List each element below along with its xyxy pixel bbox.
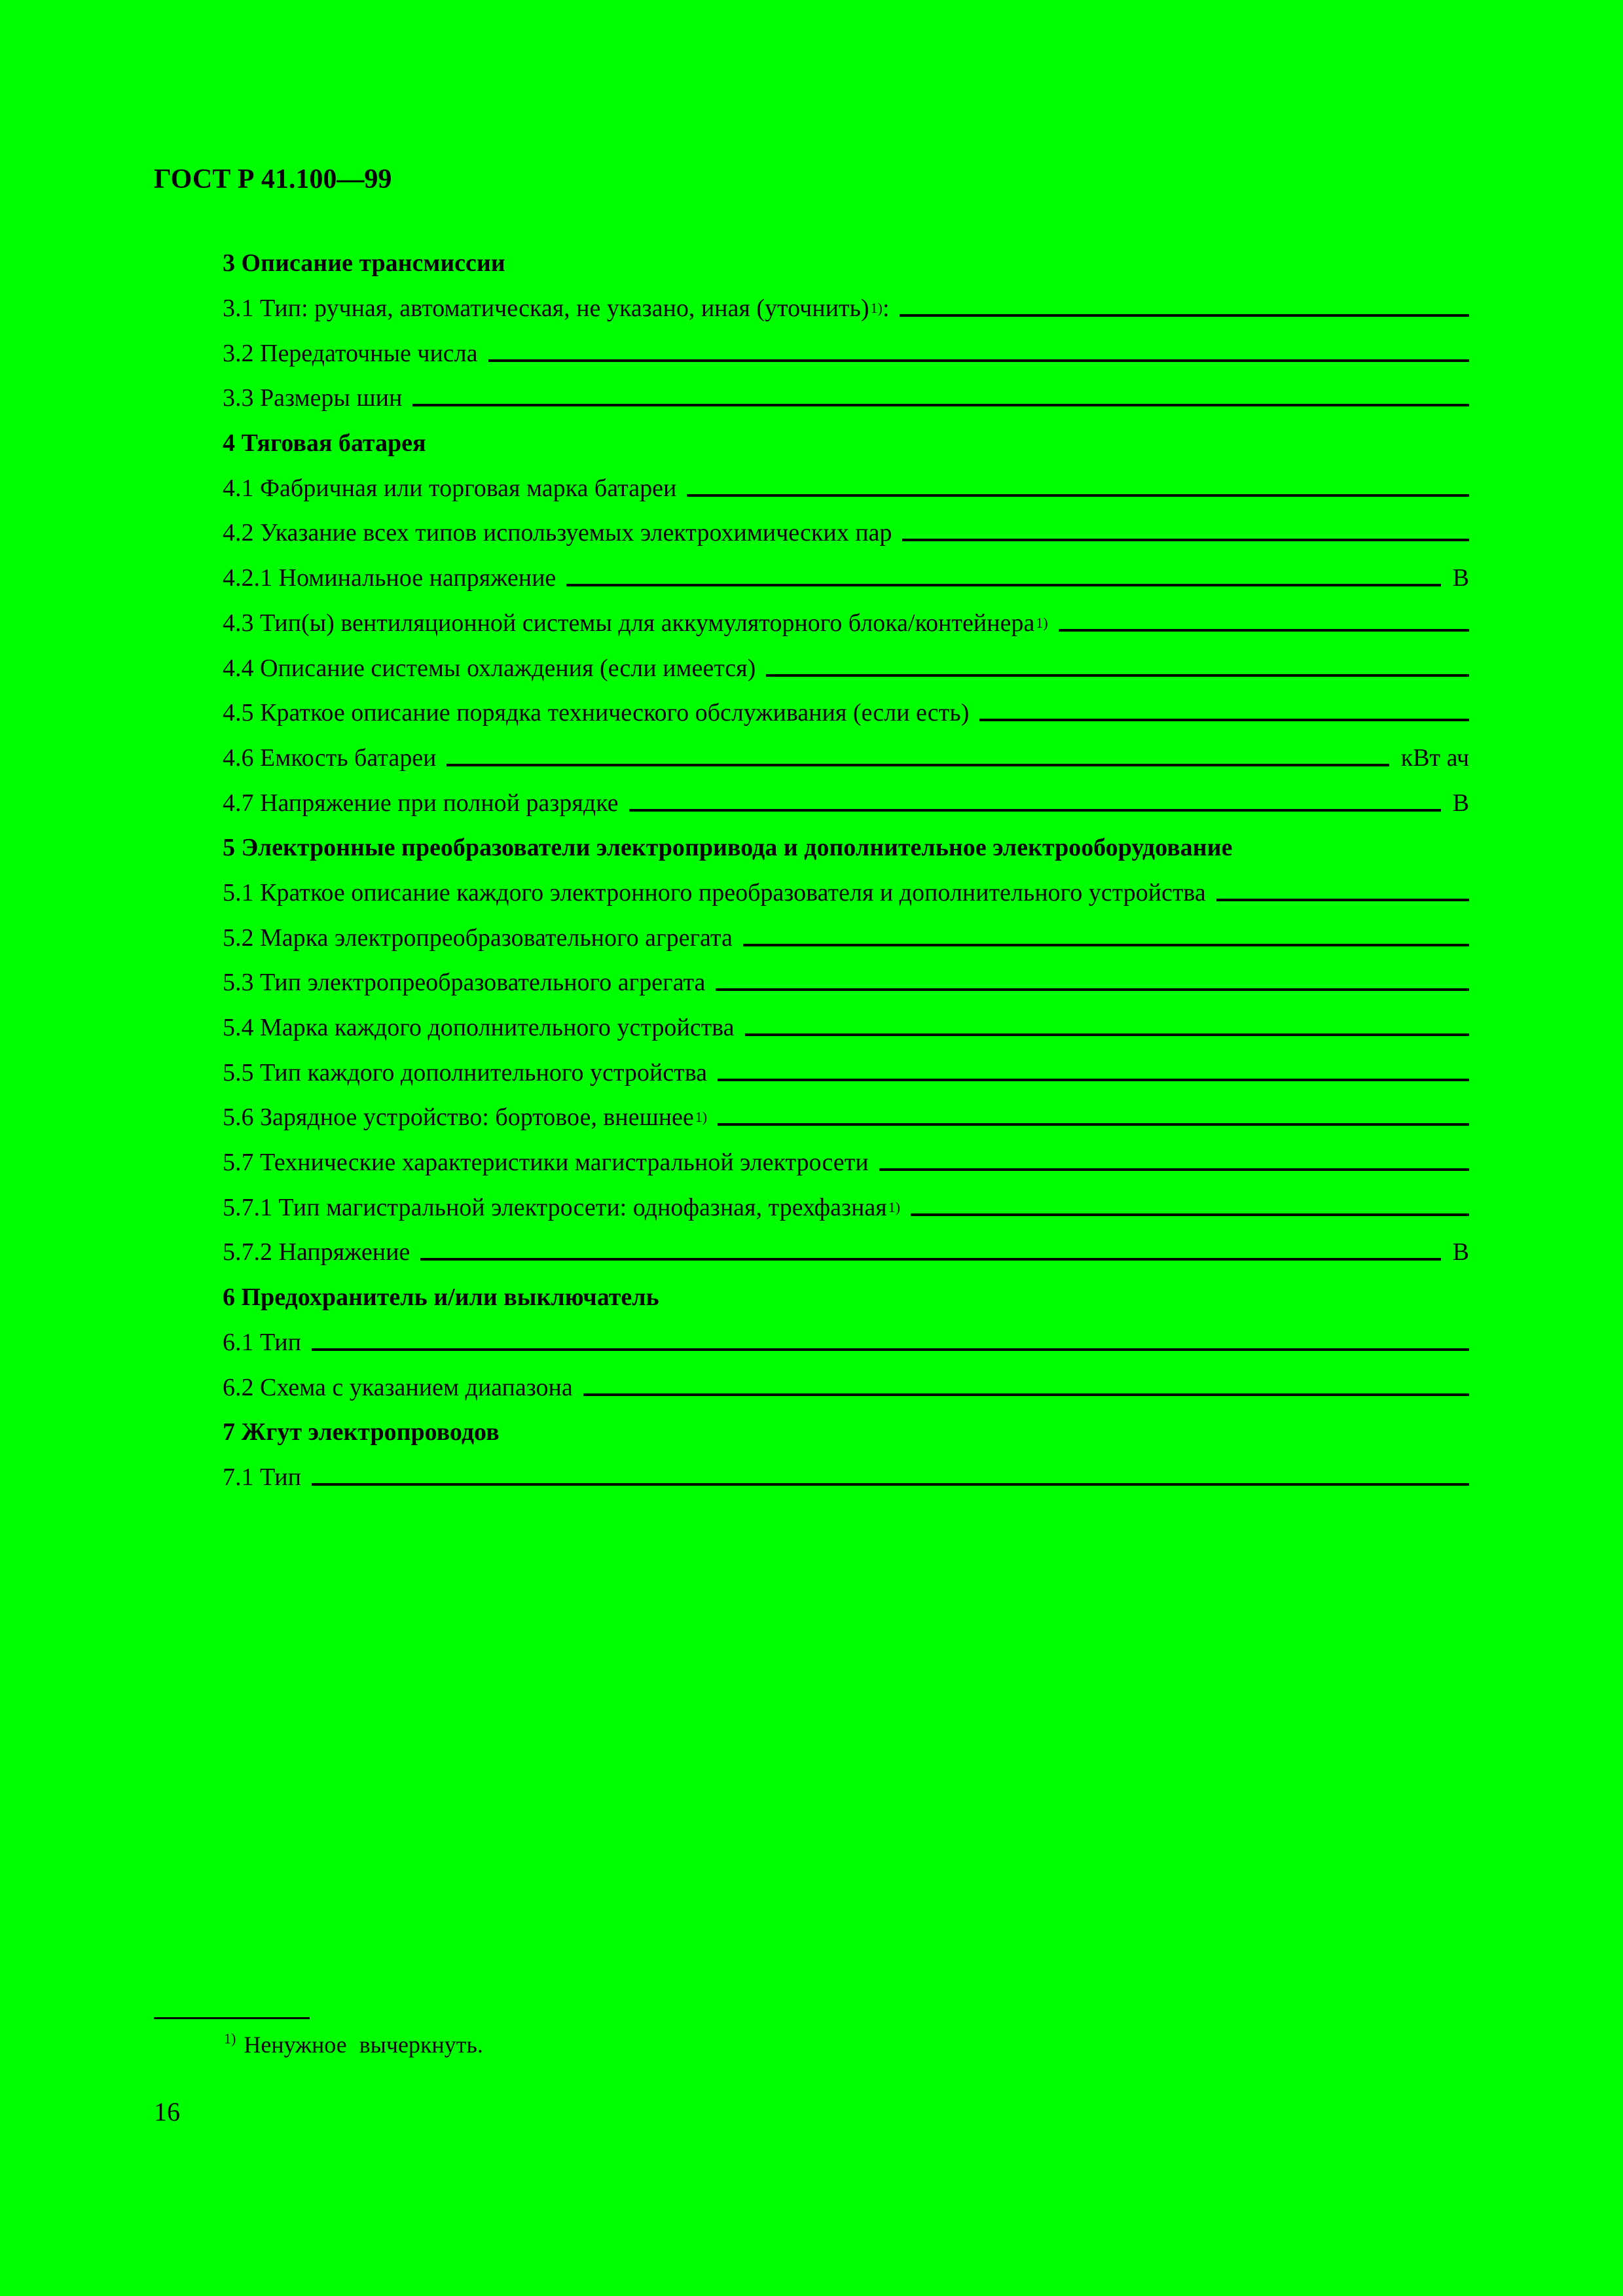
form-row bbox=[223, 556, 1469, 601]
field-label: 5.5 Тип каждого дополнительного устройства bbox=[223, 1058, 708, 1086]
form-row bbox=[223, 511, 1469, 556]
field-label: 4.3 Тип(ы) вентиляционной системы для аккумуляторного блока/контейнера bbox=[223, 609, 1035, 637]
field-label: 5.2 Марка электропреобразовательного агрегата bbox=[223, 924, 733, 952]
section-title: 4 Тяговая батарея bbox=[223, 429, 426, 457]
fill-in-line[interactable] bbox=[718, 1079, 1469, 1081]
form-row bbox=[223, 1320, 1469, 1365]
field-label: 4.1 Фабричная или торговая марка батареи bbox=[223, 474, 677, 502]
field-label: 4.4 Описание системы охлаждения (если имеется) bbox=[223, 654, 756, 682]
fill-in-line[interactable] bbox=[412, 404, 1469, 406]
footnote bbox=[223, 2030, 483, 2058]
field-label: 4.6 Емкость батареи bbox=[223, 744, 437, 772]
field-label: 4.7 Напряжение при полной разрядке bbox=[223, 789, 619, 817]
form-row bbox=[223, 1230, 1469, 1275]
fill-in-line[interactable] bbox=[745, 1033, 1470, 1036]
form-row bbox=[223, 1455, 1469, 1500]
form-row bbox=[223, 915, 1469, 960]
section-title: 6 Предохранитель и/или выключатель bbox=[223, 1283, 659, 1312]
section-heading bbox=[223, 1410, 1469, 1455]
form-row bbox=[223, 691, 1469, 736]
form-row bbox=[223, 1365, 1469, 1410]
field-label: 5.4 Марка каждого дополнительного устройства bbox=[223, 1014, 735, 1042]
unit-label: В bbox=[1452, 1238, 1469, 1266]
section-heading bbox=[223, 241, 1469, 286]
field-label: 3.1 Тип: ручная, автоматическая, не указано, иная (уточнить) bbox=[223, 295, 869, 323]
form-row bbox=[223, 1005, 1469, 1050]
fill-in-line[interactable] bbox=[716, 988, 1469, 991]
fill-in-line[interactable] bbox=[718, 1123, 1469, 1126]
field-label: 3.2 Передаточные числа bbox=[223, 339, 478, 367]
fill-in-line[interactable] bbox=[629, 809, 1441, 812]
fill-in-line[interactable] bbox=[583, 1393, 1469, 1396]
fill-in-line[interactable] bbox=[312, 1348, 1469, 1351]
fill-in-line[interactable] bbox=[566, 584, 1440, 586]
field-label: 7.1 Тип bbox=[223, 1463, 301, 1491]
form-row bbox=[223, 376, 1469, 421]
form-row bbox=[223, 1050, 1469, 1095]
form-row bbox=[223, 736, 1469, 781]
form-row bbox=[223, 601, 1469, 646]
document-code: ГОСТ Р 41.100—99 bbox=[154, 164, 392, 194]
fill-in-line[interactable] bbox=[1216, 899, 1469, 901]
form-row bbox=[223, 331, 1469, 376]
footnote-text: Ненужное вычеркнуть. bbox=[244, 2032, 483, 2058]
field-label: 4.2 Указание всех типов используемых электрохимических пар bbox=[223, 519, 892, 547]
form-row bbox=[223, 960, 1469, 1005]
field-label: 6.2 Схема с указанием диапазона bbox=[223, 1373, 573, 1401]
field-label: 5.7.1 Тип магистральной электросети: однофазная, трехфазная bbox=[223, 1193, 887, 1221]
field-label: 5.7 Технические характеристики магистральной электросети bbox=[223, 1149, 869, 1177]
field-label: 4.5 Краткое описание порядка технического обслуживания (если есть) bbox=[223, 699, 970, 727]
footnote-separator bbox=[154, 2017, 310, 2019]
form-row bbox=[223, 645, 1469, 691]
field-label: 5.6 Зарядное устройство: бортовое, внешнее bbox=[223, 1103, 694, 1132]
footnote-ref: 1) bbox=[695, 1109, 708, 1126]
unit-label: В bbox=[1452, 564, 1469, 592]
form-row bbox=[223, 465, 1469, 511]
fill-in-line[interactable] bbox=[743, 944, 1469, 946]
form-row bbox=[223, 1095, 1469, 1140]
field-label: 5.3 Тип электропреобразовательного агрегата bbox=[223, 969, 706, 997]
form-fields bbox=[223, 241, 1469, 1499]
fill-in-line[interactable] bbox=[447, 764, 1389, 766]
fill-in-line[interactable] bbox=[420, 1258, 1440, 1261]
form-row bbox=[223, 870, 1469, 916]
fill-in-line[interactable] bbox=[766, 674, 1469, 677]
section-title: 3 Описание трансмиссии bbox=[223, 249, 505, 278]
form-row bbox=[223, 1185, 1469, 1230]
section-title: 7 Жгут электропроводов bbox=[223, 1418, 500, 1446]
fill-in-line[interactable] bbox=[900, 314, 1469, 317]
fill-in-line[interactable] bbox=[879, 1168, 1469, 1171]
section-title: 5 Электронные преобразователи электропривода и дополнительное электрооборудование bbox=[223, 834, 1233, 862]
fill-in-line[interactable] bbox=[979, 719, 1469, 721]
form-row bbox=[223, 286, 1469, 331]
field-label: 6.1 Тип bbox=[223, 1328, 301, 1356]
fill-in-line[interactable] bbox=[1059, 629, 1469, 632]
fill-in-line[interactable] bbox=[902, 539, 1469, 541]
field-label: 5.1 Краткое описание каждого электронного преобразователя и дополнительного устройства bbox=[223, 878, 1206, 906]
form-row bbox=[223, 1140, 1469, 1185]
field-label: 3.3 Размеры шин bbox=[223, 384, 403, 412]
form-row bbox=[223, 780, 1469, 825]
field-label: 5.7.2 Напряжение bbox=[223, 1238, 410, 1266]
section-heading bbox=[223, 825, 1469, 870]
footnote-mark: 1) bbox=[224, 2030, 236, 2047]
field-label: 4.2.1 Номинальное напряжение bbox=[223, 564, 556, 592]
page-number: 16 bbox=[154, 2097, 180, 2126]
fill-in-line[interactable] bbox=[488, 359, 1470, 362]
footnote-ref: 1) bbox=[870, 300, 883, 317]
fill-in-line[interactable] bbox=[312, 1483, 1469, 1486]
fill-in-line[interactable] bbox=[911, 1213, 1469, 1216]
fill-in-line[interactable] bbox=[687, 494, 1469, 497]
footnote-ref: 1) bbox=[1036, 614, 1048, 631]
unit-label: кВт ач bbox=[1400, 744, 1469, 772]
section-heading bbox=[223, 421, 1469, 466]
footnote-ref: 1) bbox=[888, 1198, 900, 1215]
label-suffix: : bbox=[882, 295, 890, 323]
section-heading bbox=[223, 1275, 1469, 1320]
unit-label: В bbox=[1452, 789, 1469, 817]
